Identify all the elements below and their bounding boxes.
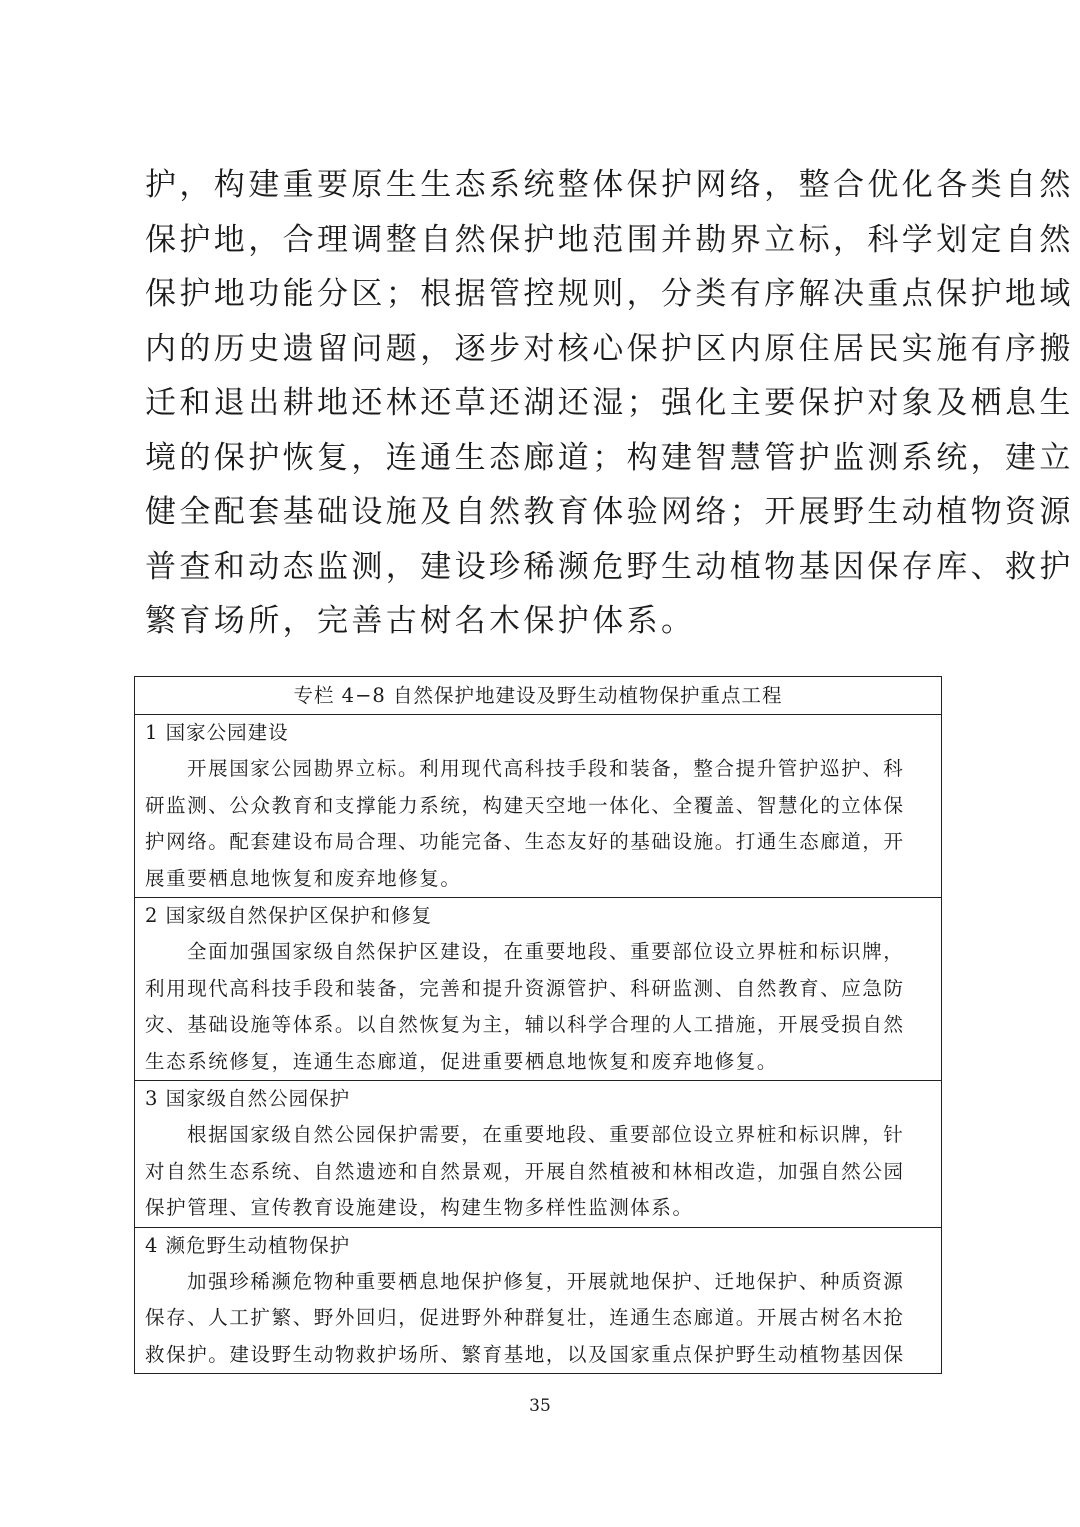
section-line: 救保护。建设野生动物救护场所、繁育基地，以及国家重点保护野生动植物基因保 (145, 1342, 905, 1366)
box-section-endangered-species (135, 1228, 941, 1374)
section-line: 保存、人工扩繁、野外回归，促进野外种群复壮，连通生态廊道。开展古树名木抢 (145, 1306, 905, 1329)
section-line: 全面加强国家级自然保护区建设，在重要地段、重要部位设立界桩和标识牌， (187, 940, 905, 963)
section-line: 根据国家级自然公园保护需要，在重要地段、重要部位设立界桩和标识牌，针 (187, 1123, 905, 1146)
paragraph-line: 迁和退出耕地还林还草还湖还湿；强化主要保护对象及栖息生 (145, 385, 1074, 421)
section-line: 对自然生态系统、自然遗迹和自然景观，开展自然植被和林相改造，加强自然公园 (145, 1159, 905, 1183)
paragraph-line: 境的保护恢复，连通生态廊道；构建智慧管护监测系统，建立 (145, 439, 1074, 476)
section-line: 护网络。配套建设布局合理、功能完备、生态友好的基础设施。打通生态廊道，开 (145, 830, 905, 853)
section-heading: 1 国家公园建设 (145, 721, 289, 744)
paragraph-line: 护，构建重要原生生态系统整体保护网络，整合优化各类自然 (145, 167, 1074, 203)
section-heading: 2 国家级自然保护区保护和修复 (145, 904, 433, 927)
section-body (145, 751, 931, 897)
section-line: 生态系统修复，连通生态廊道，促进重要栖息地恢复和废弃地修复。 (145, 1049, 779, 1073)
section-line: 开展国家公园勘界立标。利用现代高科技手段和装备，整合提升管护巡护、科 (187, 757, 905, 780)
section-heading: 4 濒危野生动植物保护 (145, 1233, 351, 1257)
paragraph-line: 保护地功能分区；根据管控规则，分类有序解决重点保护地域 (145, 276, 1074, 312)
paragraph-line: 内的历史遗留问题，逐步对核心保护区内原住居民实施有序搬 (145, 330, 1074, 367)
body-paragraph (145, 158, 1074, 649)
paragraph-line: 普查和动态监测，建设珍稀濒危野生动植物基因保存库、救护 (145, 548, 1074, 585)
section-line: 研监测、公众教育和支撑能力系统，构建天空地一体化、全覆盖、智慧化的立体保 (145, 793, 905, 817)
section-line: 保护管理、宣传教育设施建设，构建生物多样性监测体系。 (145, 1196, 694, 1219)
paragraph-line: 健全配套基础设施及自然教育体验网络；开展野生动植物资源 (145, 494, 1074, 530)
section-line: 加强珍稀濒危物种重要栖息地保护修复，开展就地保护、迁地保护、种质资源 (187, 1269, 905, 1293)
box-section-nature-parks (135, 1081, 941, 1228)
feature-box (134, 676, 942, 1374)
paragraph-line: 繁育场所，完善古树名木保护体系。 (145, 603, 696, 639)
section-heading: 3 国家级自然公园保护 (145, 1087, 351, 1110)
page-number: 35 (529, 1396, 551, 1416)
section-body (145, 1117, 931, 1227)
section-body (145, 1264, 931, 1374)
section-line: 灾、基础设施等体系。以自然恢复为主，辅以科学合理的人工措施，开展受损自然 (145, 1013, 905, 1036)
box-section-nature-reserves (135, 898, 941, 1081)
box-title: 专栏 4−8 自然保护地建设及野生动植物保护重点工程 (135, 677, 941, 715)
section-line: 展重要栖息地恢复和废弃地修复。 (145, 866, 462, 890)
section-line: 利用现代高科技手段和装备，完善和提升资源管护、科研监测、自然教育、应急防 (145, 976, 905, 1000)
section-body (145, 934, 931, 1080)
box-section-national-parks (135, 715, 941, 898)
paragraph-line: 保护地，合理调整自然保护地范围并勘界立标，科学划定自然 (145, 221, 1074, 258)
